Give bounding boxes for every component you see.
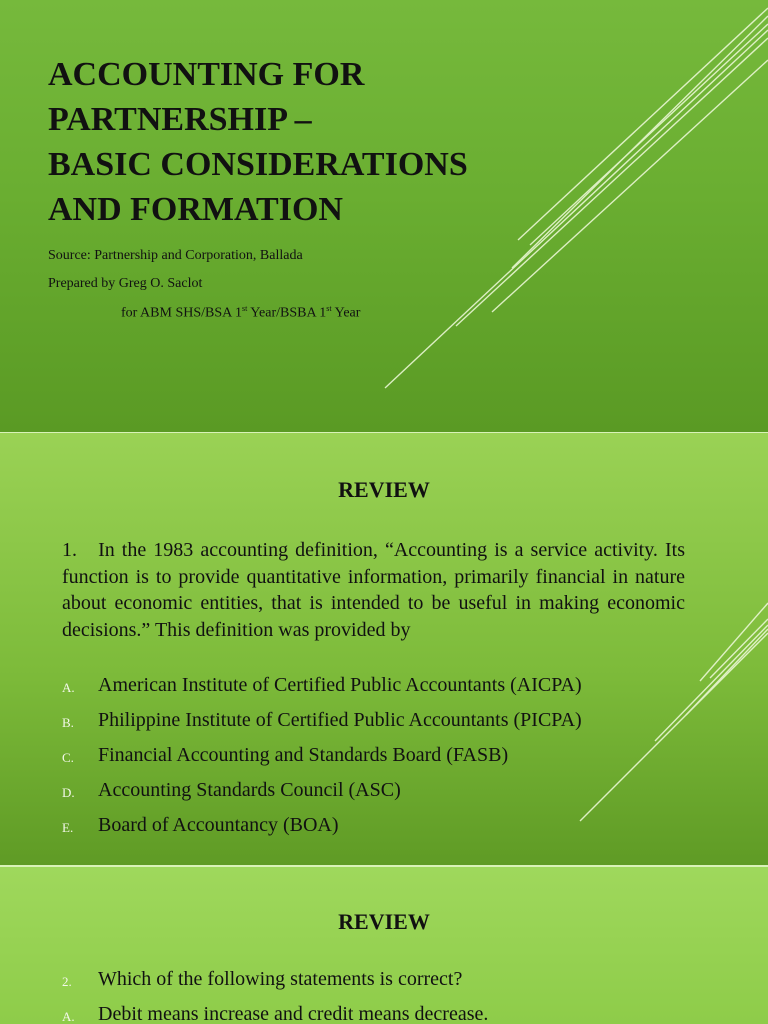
review-slide-2 — [0, 867, 768, 1024]
option-text: Board of Accountancy (BOA) — [98, 814, 339, 836]
audience-part-2: Year/BSBA 1 — [247, 305, 327, 321]
option-item — [62, 744, 702, 774]
option-letter: A. — [62, 680, 75, 695]
title-line-3: BASIC CONSIDERATIONS — [48, 146, 468, 183]
audience-line — [121, 304, 360, 322]
source-line: Source: Partnership and Corporation, Ballada — [48, 248, 303, 263]
option-item — [62, 814, 702, 844]
question-paragraph — [62, 537, 685, 643]
list-item — [62, 1003, 702, 1024]
option-letter: C. — [62, 750, 74, 765]
audience-sup-1: st — [241, 304, 248, 313]
audience-part-1: for ABM SHS/BSA 1 — [121, 305, 242, 321]
option-letter: B. — [62, 715, 74, 730]
item-text: Which of the following statements is correct? — [98, 968, 463, 990]
audience-sup-2: st — [326, 304, 332, 313]
option-item — [62, 674, 702, 704]
title-line-1: ACCOUNTING FOR — [48, 56, 365, 93]
prepared-by-line: Prepared by Greg O. Saclot — [48, 276, 203, 291]
option-text: Philippine Institute of Certified Public Accountants (PICPA) — [98, 709, 582, 731]
item-letter: 2. — [62, 974, 72, 989]
option-text: American Institute of Certified Public Accountants (AICPA) — [98, 674, 582, 696]
title-line-2: PARTNERSHIP – — [48, 101, 312, 138]
option-letter: D. — [62, 785, 75, 800]
question-number: 1. — [62, 539, 77, 561]
presentation-title — [48, 52, 548, 232]
slide-title: REVIEW — [338, 477, 430, 502]
title-line-4: AND FORMATION — [48, 191, 343, 228]
option-item — [62, 709, 702, 739]
option-item — [62, 779, 702, 809]
review-slide-1 — [0, 433, 768, 865]
option-text: Financial Accounting and Standards Board (FASB) — [98, 744, 509, 766]
item-letter: A. — [62, 1009, 75, 1024]
question-text: In the 1983 accounting definition, “Accounting is a service activity. Its function is to provide quantitative information, primarily financial in nature about economic entities, that is intended to be useful in making economic decisions.” This definition was provided by — [62, 539, 685, 641]
option-text: Accounting Standards Council (ASC) — [98, 779, 401, 801]
item-text: Debit means increase and credit means decrease. — [98, 1003, 489, 1024]
option-letter: E. — [62, 820, 74, 835]
list-item — [62, 968, 702, 998]
title-slide — [0, 0, 768, 432]
slide-title: REVIEW — [338, 909, 430, 934]
audience-part-3: Year — [331, 305, 361, 321]
